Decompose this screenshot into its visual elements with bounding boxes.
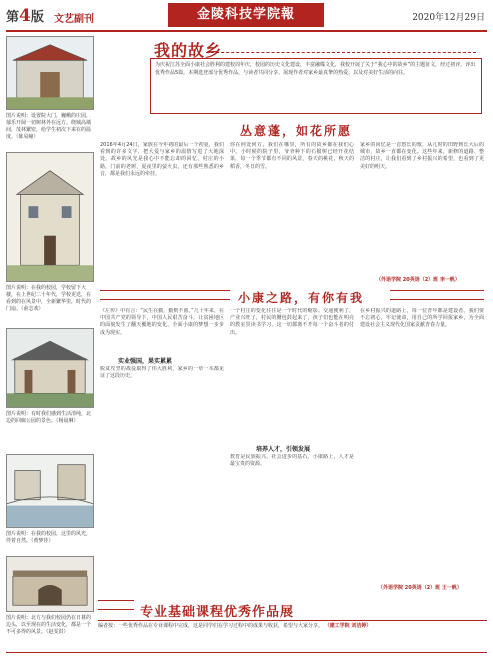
article-column-4: 《左传》中有言：“民生在勤，勤则不匮。”几十年来，在中国共产党的领导下，中国人民艰苦奋斗，让贫困地区的面貌发生了翻天覆地的变化，全面小康的梦想一步步成为现实。 [100,308,224,336]
section-title-1: 丛意蓬，如花所愿 [240,124,353,138]
article-column-5: 一个村庄的变化往往是一个时代的缩影。交通便利了，产业兴旺了，村民的腰包鼓起来了，孩子们也能在明亮的教室里读书学习，这一切都离不开每一个奋斗者的付出。 [230,308,354,336]
article-intro: 为庆祝江苏全面小康社会胜利的建校周年庆，校园的历史文化建设，丰富融媒文化，我校开展了关于“我心中的故乡”的主题征文，经过初评，评出优秀作品5篇。本期选登部分优秀作品，与读者共同分享。展现作者对家乡最真挚的热爱，以及对美好生活的向往。 [150,58,482,114]
showcase-rule [98,620,487,621]
article-column-5-cont: 教育是民族振兴、社会进步的基石，小康路上，人才是最宝贵的资源。 [230,454,354,468]
showcase-note [98,623,487,630]
section-title-2: 小康之路，有你有我 [238,291,365,305]
campus-gate-sketch-icon [6,36,94,110]
page-suffix: 版 [30,10,44,25]
section-name: 文艺副刊 [54,14,94,25]
garden-pavilion-sketch-icon [6,328,94,408]
photo-caption: 图片说明：在我的校园，这里的风光，伴着自然。（黄梦佳） [6,531,92,544]
subsection-heading: 培养人才，引领发展 [256,446,311,453]
lake-bridge-sketch-icon [6,454,94,528]
article-column-4-cont: 脱贫攻坚的战役取得了伟大胜利，家乡的一草一木都见证了这段历史。 [100,366,224,380]
section-divider-right [390,290,484,300]
article-column-1: 2016年4月24日，家族在今年初的最后一个初夏，我们看到的许多文字，把大爱与家乡的温情写进了大地深处。故乡的风光是我心中不能忘却的回忆，村庄的小路，门前的老树，夏夜里的萤火虫，还有那些熟悉的乡音，都是我们永远的牵挂。 [100,142,224,177]
showcase-credit: （建工学院 刘洁婷） [324,623,372,629]
photo-caption: 图片说明：在我的校园，学校留下大楼，在上世纪二十年代，学校更迭，在看到的在风景中，全新繁华里，时代的门扇。（俞志欢） [6,285,92,312]
article-column-6: 在乡村振兴的道路上，每一位青年都是建设者。我们要不忘初心，牢记使命，用自己的所学回报家乡，为全面建设社会主义现代化国家贡献青春力量。 [360,308,484,329]
showcase-note-text: 编者按：一些优秀作品在专业课程中完成，这是同学们在学习过程中的成果与收获，希望与大家分享。 [98,623,324,629]
page-number-value: 4 [19,6,31,26]
photo-caption: 图片说明：有时我们感到生活清纯，北边的回廊公园的景色。（杨晨琳） [6,411,92,424]
section-divider-left [100,290,230,300]
page-number [6,6,46,28]
article-byline-1: （外语学院 20英语（2）班 李一帆） [376,277,460,283]
city-gate-sketch-icon [6,556,94,612]
article-byline-2: （外语学院 20英语（2）班 王一帆） [378,585,462,591]
article-column-2: 你在何处何方，我们在哪里，所有的故乡都在我们心中。小时候的院子里，爷爷种下的石榴树已经开花结果，每一个季节都有不同的风景，春天的桃花，秋天的稻香，冬日的雪。 [230,142,354,170]
masthead: 金陵科技学院報 [168,3,324,27]
showcase-title: 专业基础课程优秀作品展 [140,605,295,620]
article-column-3: 家乡的回忆是一首悠长的歌，从儿时的田野到长大后的城市，故乡一直都在变化。这些年来，新修的道路、整洁的村庄，让我们看到了乡村振兴的希望，也看到了更美好的明天。 [360,142,484,170]
issue-date: 2020年12月29日 [412,13,485,23]
photo-caption: 图片说明：北方与我们校园仍在日暮的边头，以至现在的生活变化，都是一个不可多得的风景。（赵雯淇） [6,615,92,635]
bottom-divider-left [98,600,134,610]
page-prefix: 第 [6,10,20,25]
article-title: 我的故乡 [154,41,223,60]
photo-caption: 图片说明：设置院大门，巍峨的庄园，郁乐开阔一切树林外在远方。绕城高墙间，茂林繁密，给学生初次下来在的温度。（陈易瞳） [6,113,92,140]
photo-sidebar [6,36,94,635]
title-divider [206,52,476,53]
footer-rule [6,652,487,653]
header-rule [6,30,487,32]
subsection-heading: 实业强国，果实累累 [118,358,173,365]
campus-building-sketch-icon [6,152,94,282]
